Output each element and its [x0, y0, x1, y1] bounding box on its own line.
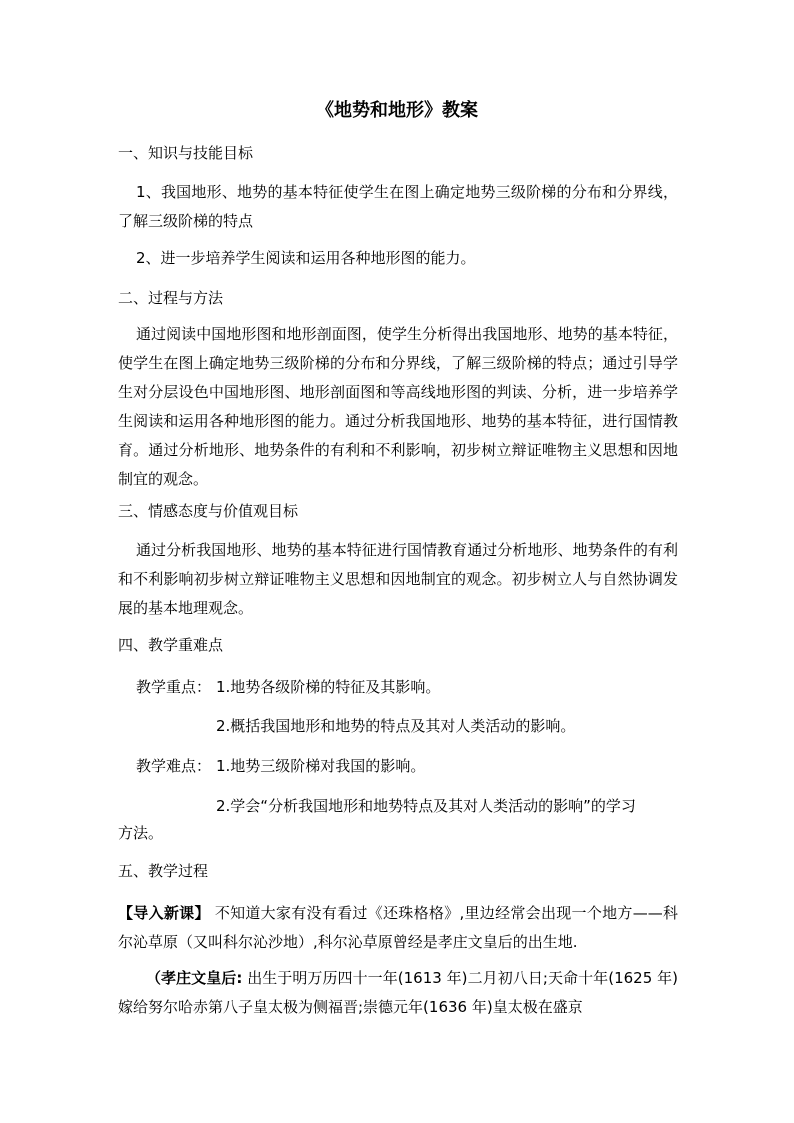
biography-paragraph	[118, 964, 678, 1022]
difficulty-label: 教学难点：	[136, 757, 212, 775]
section-5-heading: 五、教学过程	[118, 862, 209, 880]
key-point-2: 2.概括我国地形和地势的特点及其对人类活动的影响。	[216, 717, 576, 735]
intro-label: 【导入新课】	[118, 904, 210, 922]
biography-text: 出生于明万历四十一年(1613 年)二月初八日;天命十年(1625 年)嫁给努尔哈赤第八子皇太极为侧福晋;崇德元年(1636 年)皇太极在盛京	[118, 969, 678, 1016]
difficulty-2: 2.学会“分析我国地形和地势特点及其对人类活动的影响”的学习	[216, 797, 636, 815]
section-1-paragraph-2: 2、进一步培养学生阅读和运用各种地形图的能力。	[136, 249, 476, 267]
section-1-paragraph-1: 1、我国地形、地势的基本特征使学生在图上确定地势三级阶梯的分布和分界线，了解三级阶梯的特点	[118, 183, 678, 230]
key-point-1: 1.地势各级阶梯的特征及其影响。	[216, 678, 441, 696]
section-3-paragraph: 通过分析我国地形、地势的基本特征进行国情教育通过分析地形、地势条件的有利和不利影响初步树立辩证唯物主义思想和因地制宜的观念。初步树立人与自然协调发展的基本地理观念。	[118, 541, 678, 617]
document-title: 《地势和地形》教案	[316, 100, 478, 121]
section-2-heading: 二、过程与方法	[118, 289, 224, 307]
biography-label: （孝庄文皇后:	[146, 969, 243, 987]
key-point-label: 教学重点：	[136, 678, 212, 696]
intro-paragraph	[118, 899, 678, 957]
section-4-heading: 四、教学重难点	[118, 636, 224, 654]
difficulty-1: 1.地势三级阶梯对我国的影响。	[216, 757, 426, 775]
intro-text: 不知道大家有没有看过《还珠格格》,里边经常会出现一个地方——科尔沁草原（又叫科尔沁沙地）,科尔沁草原曾经是孝庄文皇后的出生地.	[118, 904, 678, 951]
difficulty-2-continued: 方法。	[118, 824, 164, 842]
section-1-heading: 一、知识与技能目标	[118, 144, 254, 162]
section-2-paragraph: 通过阅读中国地形图和地形剖面图，使学生分析得出我国地形、地势的基本特征，使学生在图上确定地势三级阶梯的分布和分界线，了解三级阶梯的特点；通过引导学生对分层设色中国地形图、地形剖面图和等高线地形图的判读、分析，进一步培养学生阅读和运用各种地形图的能力。通过分析我国地形、地势的基本特征，进行国情教育。通过分析地形、地势条件的有利和不利影响，初步树立辩证唯物主义思想和因地制宜的观念。	[118, 325, 678, 488]
section-3-heading: 三、情感态度与价值观目标	[118, 502, 299, 520]
